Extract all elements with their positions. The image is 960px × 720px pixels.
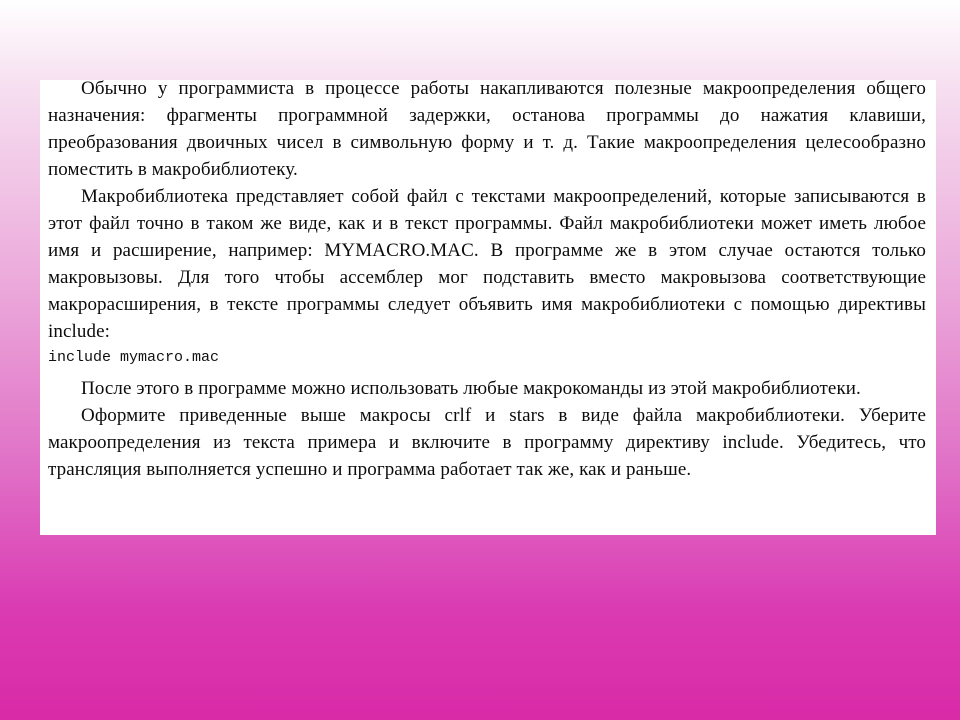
paragraph-macro-library: Макробиблиотека представляет собой файл с текстами макроопределений, которые записываются в этот файл точно в таком же виде, как и в текст программы. Файл макробиблиотеки может иметь любое имя и расширение, например: MYMACRO.MAC. В программе же в этом случае остаются только макровызовы. Для того чтобы ассемблер мог подставить вместо макровызова соответствующие макрорасширения, в тексте программы следует объявить имя макробиблиотеки с помощью директивы include: bbox=[48, 186, 926, 342]
code-include-directive: include mymacro.mac bbox=[48, 349, 220, 366]
paragraph-after-include: После этого в программе можно использовать любые макрокоманды из этой макробиблиотеки. bbox=[81, 378, 861, 399]
paragraph-exercise: Оформите приведенные выше макросы crlf и stars в виде файла макробиблиотеки. Уберите макроопределения из текста примера и включите в программу директиву include. Убедитесь, что трансляция выполняется успешно и программа работает так же, как и раньше. bbox=[48, 405, 926, 480]
document-page bbox=[40, 80, 936, 535]
paragraph-macro-definitions: Обычно у программиста в процессе работы накапливаются полезные макроопределения общего назначения: фрагменты программной задержки, останова программы до нажатия клавиши, преобразования двоичных чисел в символьную форму и т. д. Такие макроопределения целесообразно поместить в макробиблиотеку. bbox=[48, 80, 926, 180]
